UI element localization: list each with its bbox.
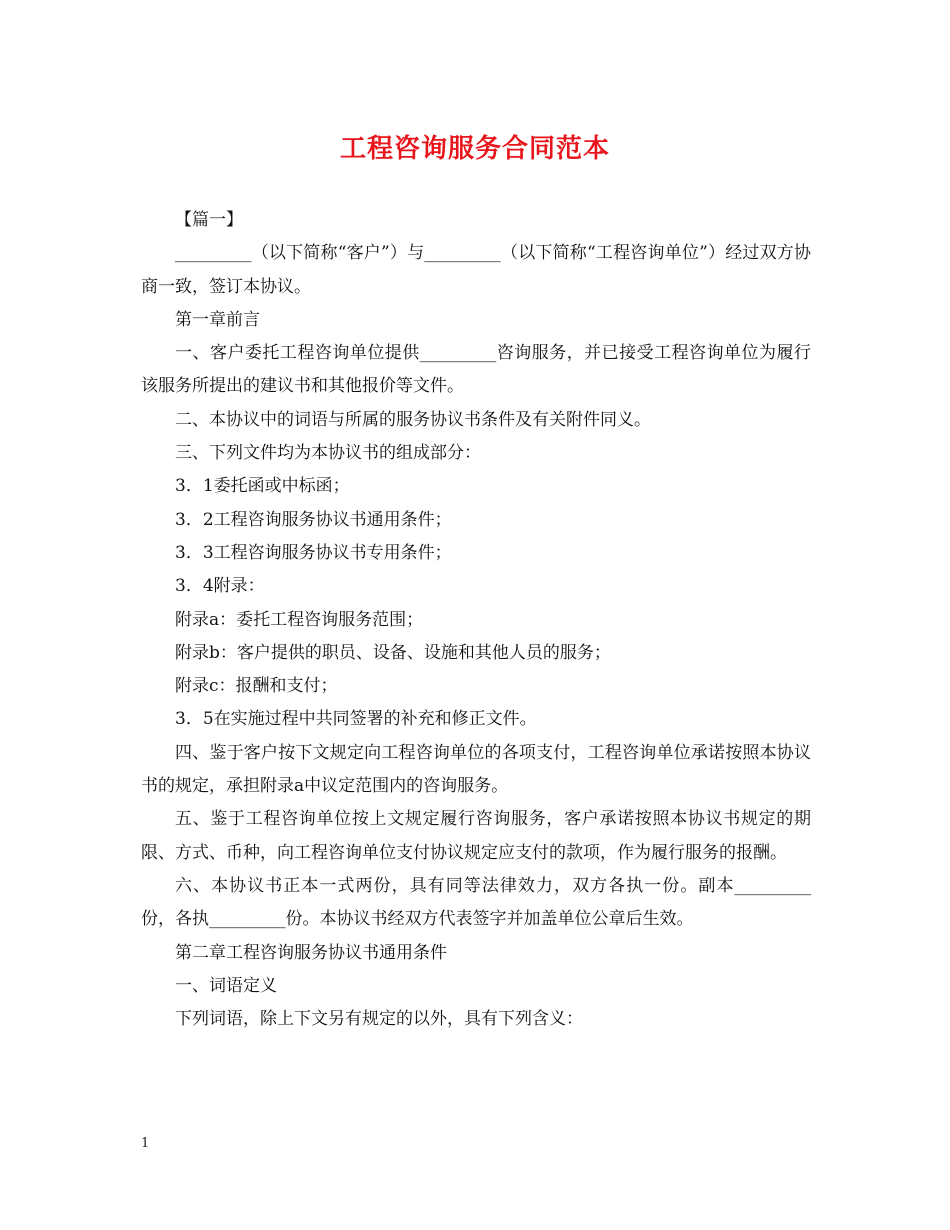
list-item: 附录c：报酬和支付； bbox=[175, 676, 338, 697]
paragraph: 四、鉴于客户按下文规定向工程咨询单位的各项支付，工程咨询单位承诺按照本协议书的规定，承担附录a中议定范围内的咨询服务。 bbox=[141, 742, 811, 797]
paragraph: 三、下列文件均为本协议书的组成部分： bbox=[175, 443, 481, 464]
paragraph: 一、客户委托工程咨询单位提供_________咨询服务，并已接受工程咨询单位为履行该服务所提出的建议书和其他报价等文件。 bbox=[141, 343, 811, 397]
paragraph: 六、本协议书正本一式两份，具有同等法律效力，双方各执一份。副本_________份，各执_________份。本协议书经双方代表签字并加盖单位公章后生效。 bbox=[141, 875, 811, 930]
page-number: 1 bbox=[141, 1136, 150, 1151]
paragraph: _________（以下简称“客户”）与_________（以下简称“工程咨询单位”）经过双方协商一致，签订本协议。 bbox=[141, 243, 811, 297]
document-title: 工程咨询服务合同范本 bbox=[339, 134, 610, 164]
paragraph: 下列词语，除上下文另有规定的以外，具有下列含义： bbox=[175, 1009, 583, 1030]
paragraph: 二、本协议中的词语与所属的服务协议书条件及有关附件同义。 bbox=[175, 409, 651, 430]
paragraph: 五、鉴于工程咨询单位按上文规定履行咨询服务，客户承诺按照本协议书规定的期限、方式、币种，向工程咨询单位支付协议规定应支付的款项，作为履行服务的报酬。 bbox=[141, 809, 811, 863]
section-heading: 一、词语定义 bbox=[175, 975, 277, 996]
list-item: 附录a：委托工程咨询服务范围； bbox=[175, 609, 424, 630]
list-item: 3．1委托函或中标函； bbox=[175, 476, 350, 497]
list-item: 3．2工程咨询服务协议书通用条件； bbox=[175, 509, 452, 530]
document-body bbox=[141, 204, 811, 1036]
section-label: 【篇一】 bbox=[175, 210, 243, 230]
chapter-heading: 第一章前言 bbox=[175, 309, 260, 330]
list-item: 3．3工程咨询服务协议书专用条件； bbox=[175, 542, 452, 563]
list-item: 附录b：客户提供的职员、设备、设施和其他人员的服务； bbox=[175, 642, 611, 663]
list-item: 3．4附录： bbox=[175, 576, 265, 597]
list-item: 3．5在实施过程中共同签署的补充和修正文件。 bbox=[175, 709, 537, 730]
chapter-heading: 第二章工程咨询服务协议书通用条件 bbox=[175, 942, 447, 963]
